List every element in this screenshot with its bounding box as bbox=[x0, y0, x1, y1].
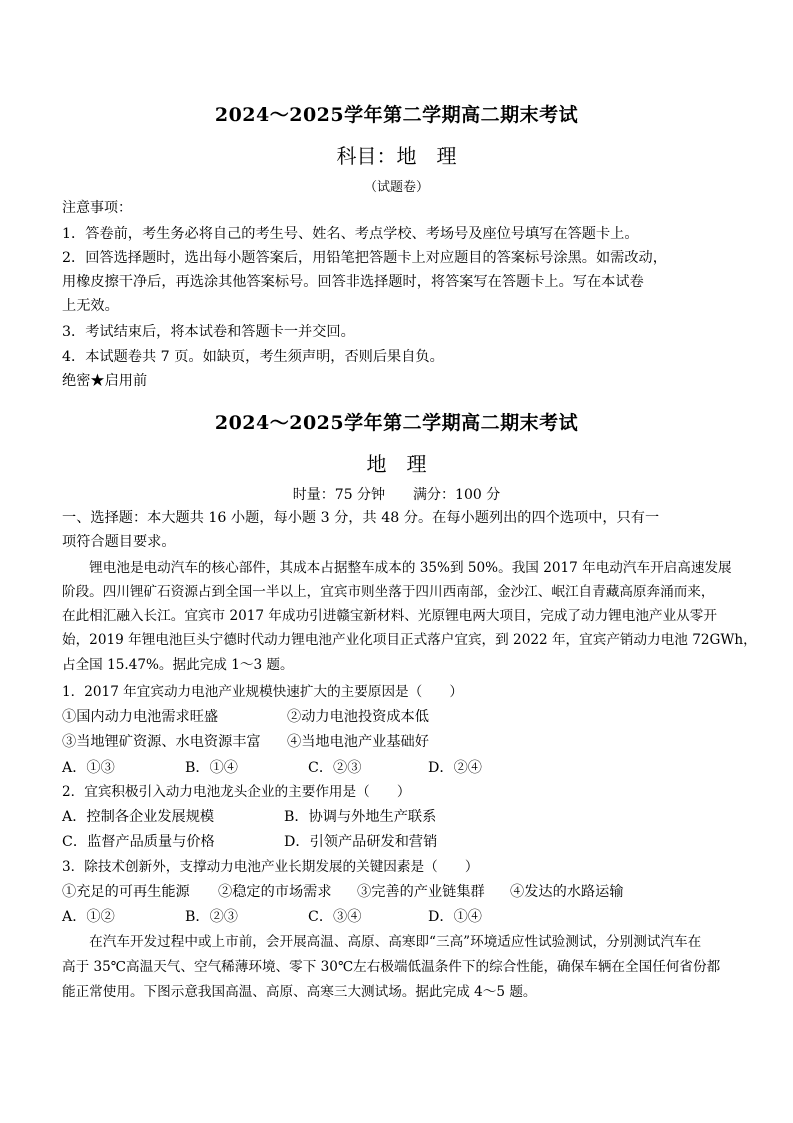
section-1-intro-line-1: 一、选择题：本大题共 16 小题，每小题 3 分，共 48 分。在每小题列出的四个选项中，只有一 bbox=[62, 510, 660, 526]
question-3-statement-1: ①充足的可再生能源 bbox=[62, 884, 190, 900]
note-2-line-3: 上无效。 bbox=[62, 298, 119, 314]
question-3-statement-3: ③完善的产业链集群 bbox=[357, 884, 485, 900]
passage-1-line-5: 占全国 15.47%。据此完成 1～3 题。 bbox=[62, 657, 294, 673]
question-2-option-c: C．监督产品质量与价格 bbox=[62, 834, 215, 850]
question-3-option-a: A．①② bbox=[62, 909, 115, 925]
question-2-stem: 2．宜宾积极引入动力电池龙头企业的主要作用是（ ） bbox=[62, 784, 411, 800]
question-3-option-b: B．②③ bbox=[185, 909, 238, 925]
question-1-statement-4: ④当地电池产业基础好 bbox=[287, 734, 429, 750]
note-2-line-1: 2．回答选择题时，选出每小题答案后，用铅笔把答题卡上对应题目的答案标号涂黑。如需改动， bbox=[62, 250, 667, 266]
exam-header-title: 2024～2025学年第二学期高二期末考试 bbox=[214, 104, 579, 126]
question-1-option-c: C．②③ bbox=[308, 760, 362, 776]
passage-1-line-2: 阶段。四川锂矿石资源占到全国一半以上，宜宾市则坐落于四川西南部，金沙江、岷江自青藏高原奔涌而来， bbox=[62, 584, 715, 600]
exam-subject-main: 地 理 bbox=[366, 452, 427, 476]
question-2-option-d: D．引领产品研发和营销 bbox=[284, 834, 438, 850]
note-2-line-2: 用橡皮擦干净后，再选涂其他答案标号。回答非选择题时，将答案写在答题卡上。写在本试卷 bbox=[62, 274, 644, 290]
passage-1-line-3: 在此相汇融入长江。宜宾市 2017 年成功引进赣宝新材料、光原锂电两大项目，完成了动力锂电池产业从零开 bbox=[62, 608, 717, 624]
section-1-intro-line-2: 项符合题目要求。 bbox=[62, 534, 176, 550]
question-2-option-a: A．控制各企业发展规模 bbox=[62, 809, 215, 825]
question-3-statement-4: ④发达的水路运输 bbox=[510, 884, 624, 900]
note-4: 4．本试题卷共 7 页。如缺页，考生须声明，否则后果自负。 bbox=[62, 349, 444, 365]
question-3-option-c: C．③④ bbox=[308, 909, 362, 925]
confidential-mark: 绝密★启用前 bbox=[62, 373, 148, 389]
question-3-stem: 3．除技术创新外，支撑动力电池产业长期发展的关键因素是（ ） bbox=[62, 859, 479, 875]
question-1-option-b: B．①④ bbox=[185, 760, 238, 776]
passage-2-line-3: 能正常使用。下图示意我国高温、高原、高寒三大测试场。据此完成 4～5 题。 bbox=[62, 984, 537, 1000]
paper-type-label: （试题卷） bbox=[363, 180, 429, 195]
question-1-option-d: D．②④ bbox=[428, 760, 482, 776]
question-1-stem: 1．2017 年宜宾动力电池产业规模快速扩大的主要原因是（ ） bbox=[62, 684, 464, 700]
question-1-statement-3: ③当地锂矿资源、水电资源丰富 bbox=[62, 734, 261, 750]
passage-1-line-1: 锂电池是电动汽车的核心部件，其成本占据整车成本的 35%到 50%。我国 2017 年电动汽车开启高速发展 bbox=[62, 560, 732, 576]
exam-title: 2024～2025学年第二学期高二期末考试 bbox=[214, 412, 579, 434]
passage-2-line-2: 高于 35℃高温天气、空气稀薄环境、零下 30℃左右极端低温条件下的综合性能，确保车辆在全国任何省份都 bbox=[62, 959, 721, 975]
note-3: 3．考试结束后，将本试卷和答题卡一并交回。 bbox=[62, 324, 355, 340]
time-score-info: 时量：75 分钟 满分：100 分 bbox=[292, 487, 501, 503]
note-1: 1．答卷前，考生务必将自己的考生号、姓名、考点学校、考场号及座位号填写在答题卡上。 bbox=[62, 226, 639, 242]
question-2-option-b: B．协调与外地生产联系 bbox=[284, 809, 437, 825]
notes-heading: 注意事项： bbox=[62, 200, 132, 216]
question-3-option-d: D．①④ bbox=[428, 909, 482, 925]
passage-1-line-4: 始，2019 年锂电池巨头宁德时代动力锂电池产业化项目正式落户宜宾，到 2022 年，宜宾产销动力电池 72GWh， bbox=[62, 632, 757, 648]
question-1-statement-2: ②动力电池投资成本低 bbox=[287, 709, 429, 725]
passage-2-line-1: 在汽车开发过程中或上市前，会开展高温、高原、高寒即“三高”环境适应性试验测试，分别测试汽车在 bbox=[62, 934, 702, 950]
question-1-option-a: A．①③ bbox=[62, 760, 115, 776]
question-1-statement-1: ①国内动力电池需求旺盛 bbox=[62, 709, 219, 725]
question-3-statement-2: ②稳定的市场需求 bbox=[218, 884, 332, 900]
exam-subject: 科目：地 理 bbox=[336, 144, 457, 168]
